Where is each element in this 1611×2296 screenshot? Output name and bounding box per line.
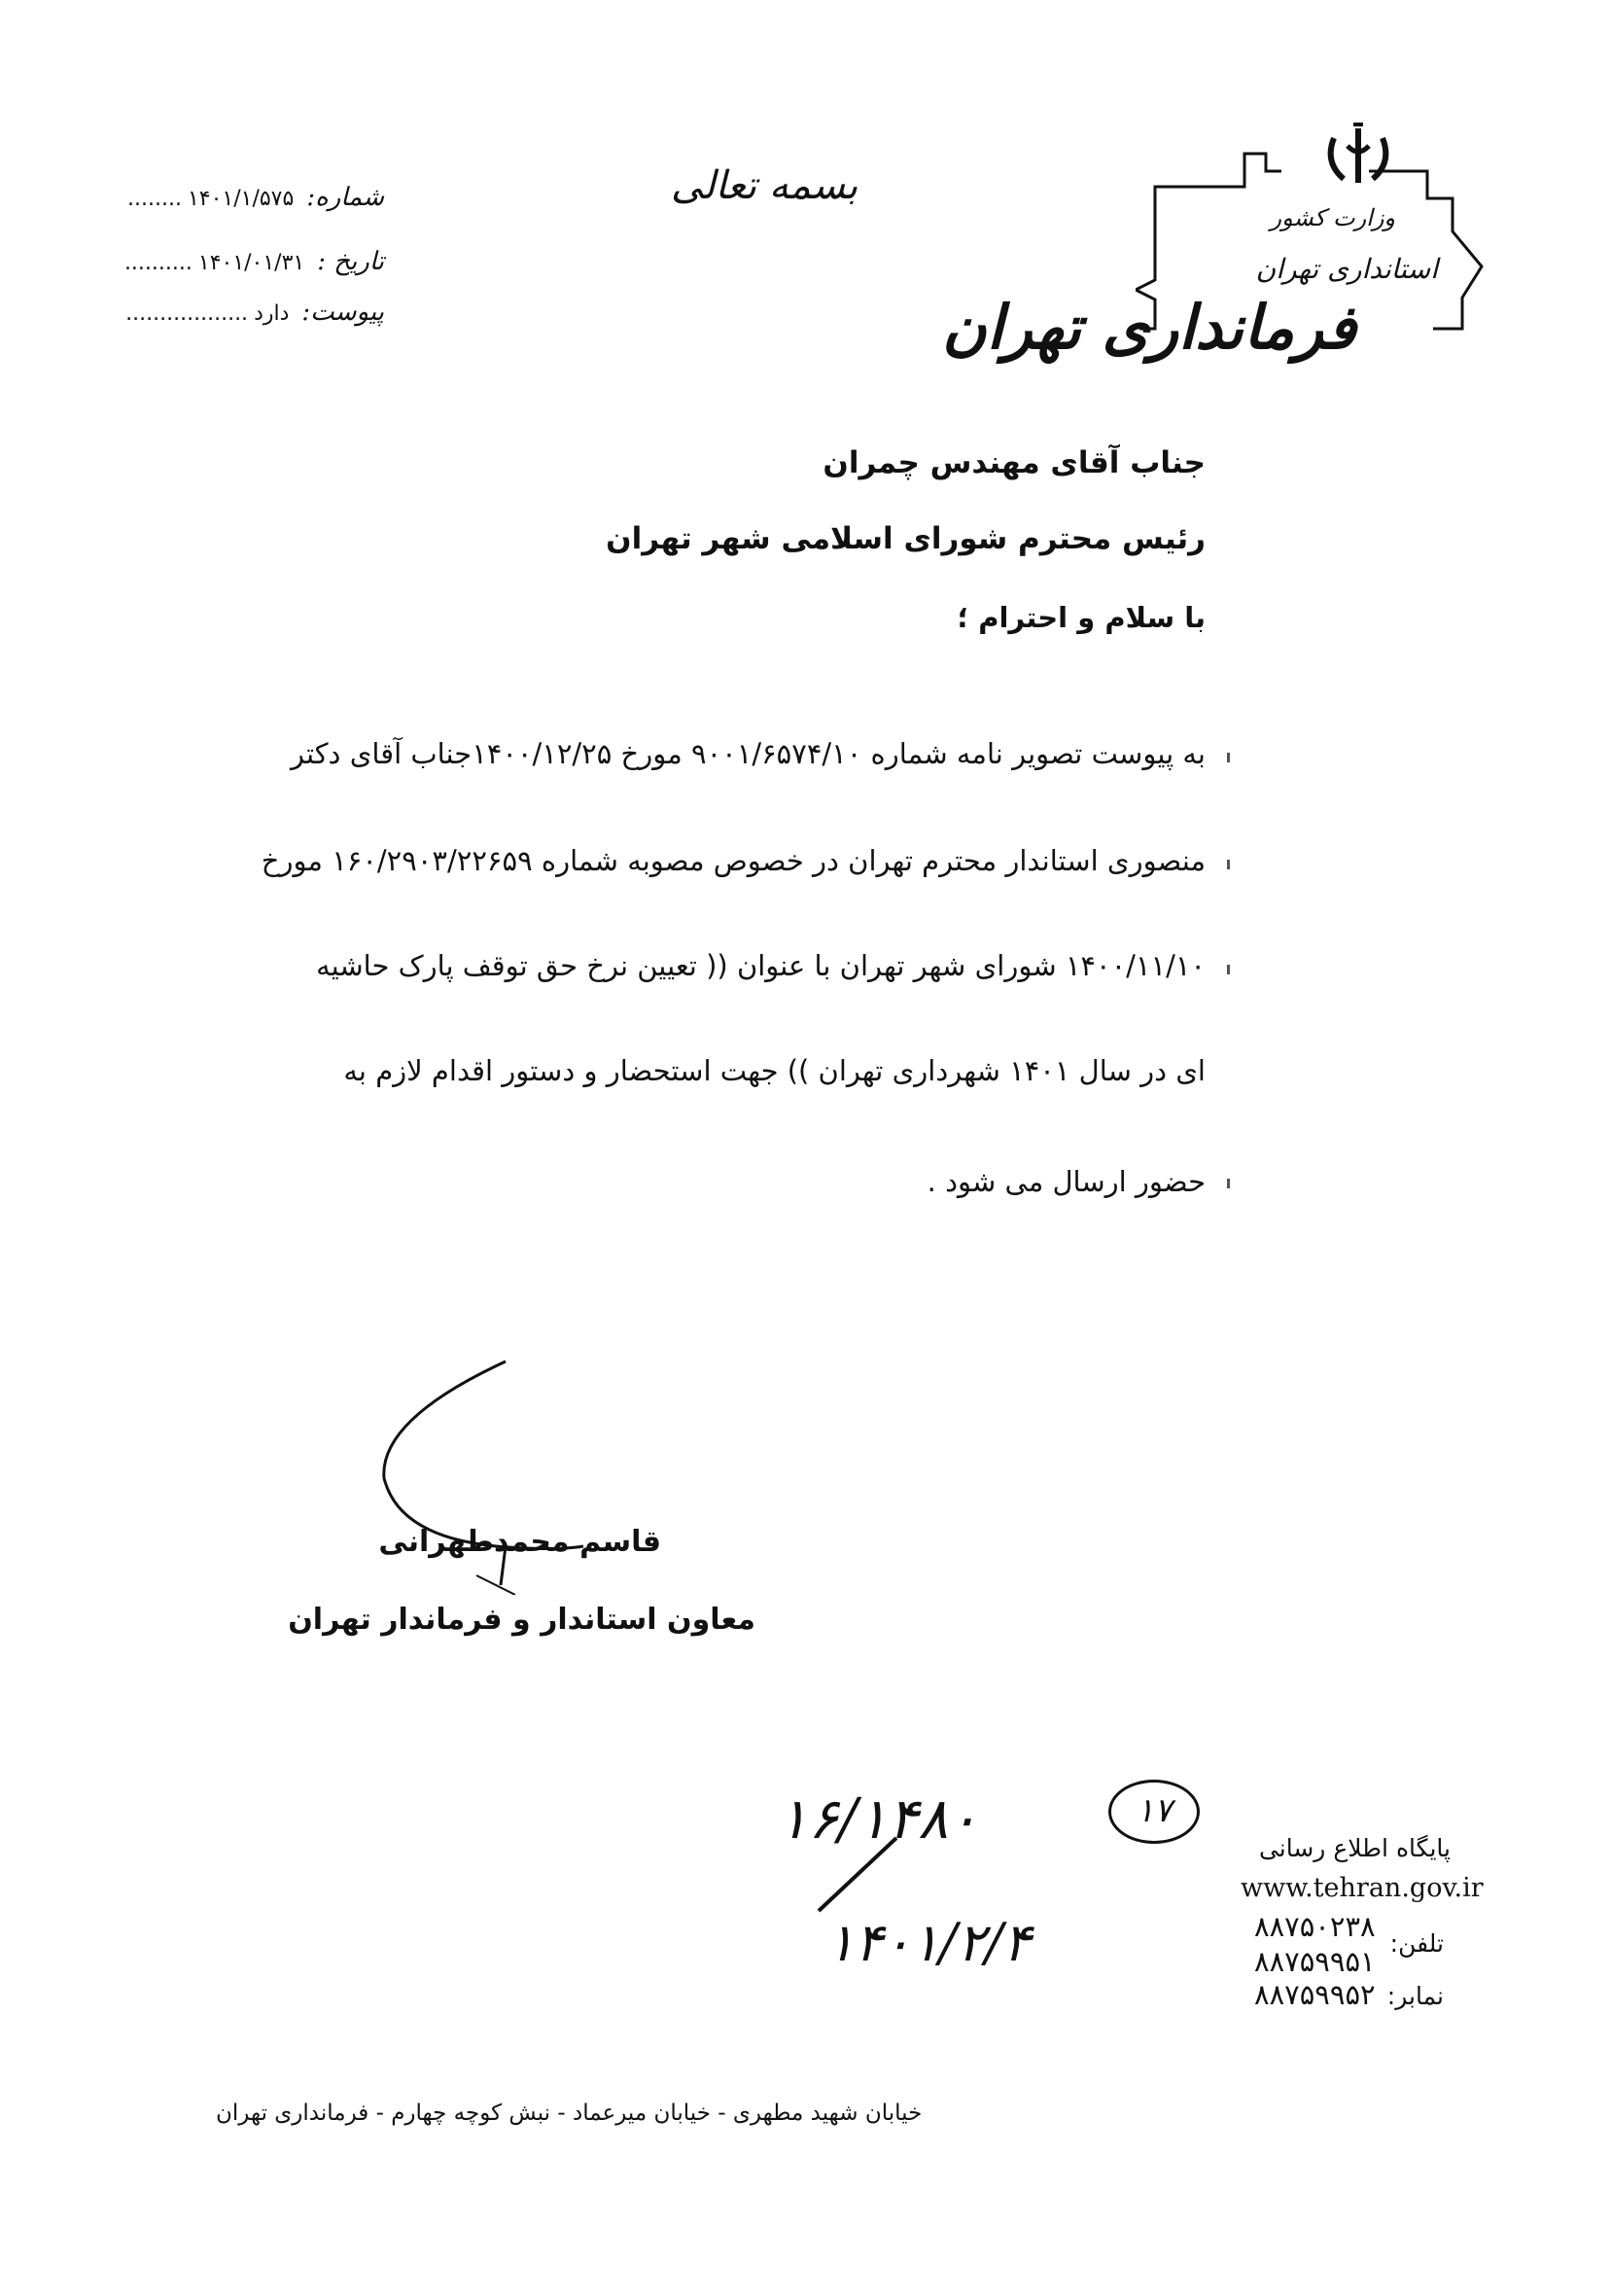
letter-attachment-line: پیوست: دارد..................: [125, 298, 384, 327]
letter-attachment-label: پیوست:: [301, 298, 384, 327]
margin-mark: [1227, 753, 1230, 762]
logo-province-text: استانداری تهران: [1255, 253, 1438, 285]
signatory-title: معاون استاندار و فرماندار تهران: [288, 1603, 755, 1637]
greeting: با سلام و احترام ؛: [957, 601, 1206, 634]
footer-address: خیابان شهید مطهری - خیابان میرعماد - نبش کوچه چهارم - فرمانداری تهران: [216, 2101, 923, 2126]
iran-emblem-icon: [1314, 119, 1402, 196]
phone-number-1: ۸۸۷۵۰۲۳۸: [1254, 1910, 1376, 1943]
body-line-5: حضور ارسال می شود .: [927, 1165, 1206, 1198]
fax-label: نمابر:: [1386, 1982, 1444, 2010]
margin-mark: [1227, 965, 1230, 974]
handwritten-ref-number: ۱۶/۱۴۸۰: [778, 1785, 979, 1852]
letter-date-label: تاریخ :: [317, 247, 384, 276]
logo-governorate-text: فرمانداری تهران: [942, 292, 1356, 363]
portal-label: پایگاه اطلاع رسانی: [1258, 1834, 1451, 1862]
body-line-3: ۱۴۰۰/۱۱/۱۰ شورای شهر تهران با عنوان (( تعیین نرخ حق توقف پارک حاشیه: [316, 949, 1206, 982]
website-link[interactable]: www.tehran.gov.ir: [1241, 1873, 1484, 1903]
circled-number: ۱۷: [1108, 1780, 1200, 1844]
phone-number-2: ۸۸۷۵۹۹۵۱: [1254, 1945, 1376, 1978]
phone-label: تلفن:: [1389, 1929, 1444, 1958]
handwritten-slash: [809, 1828, 926, 1916]
bismillah-heading: بسمه تعالی: [671, 163, 858, 208]
body-line-2: منصوری استاندار محترم تهران در خصوص مصوبه شماره ۱۶۰/۲۹۰۳/۲۲۶۵۹ مورخ: [261, 844, 1206, 877]
margin-mark: [1227, 1179, 1230, 1188]
logo-ministry-text: وزارت کشور: [1270, 204, 1395, 231]
letter-number-value: ۱۴۰۱/۱/۵۷۵: [187, 187, 295, 211]
letter-date-line: تاریخ : ۱۴۰۱/۰۱/۳۱..........: [123, 247, 384, 276]
handwritten-ref-date: ۱۴۰۱/۲/۴: [826, 1912, 1032, 1973]
letter-number-line: شماره: ۱۴۰۱/۱/۵۷۵........: [127, 183, 384, 212]
signatory-name: قاسم محمدطهرانی: [378, 1525, 661, 1559]
addressee-position: رئیس محترم شورای اسلامی شهر تهران: [606, 521, 1206, 556]
letter-attachment-value: دارد: [254, 301, 290, 326]
addressee-name: جناب آقای مهندس چمران: [823, 445, 1206, 480]
body-line-4: ای در سال ۱۴۰۱ شهرداری تهران )) جهت استحضار و دستور اقدام لازم به: [343, 1054, 1206, 1087]
letter-date-value: ۱۴۰۱/۰۱/۳۱: [197, 251, 305, 275]
fax-number: ۸۸۷۵۹۹۵۲: [1254, 1978, 1376, 2011]
margin-mark: [1227, 860, 1230, 869]
body-line-1: به پیوست تصویر نامه شماره ۹۰۰۱/۶۵۷۴/۱۰ مورخ ۱۴۰۰/۱۲/۲۵جناب آقای دکتر: [291, 737, 1206, 770]
letter-number-label: شماره:: [306, 183, 384, 212]
